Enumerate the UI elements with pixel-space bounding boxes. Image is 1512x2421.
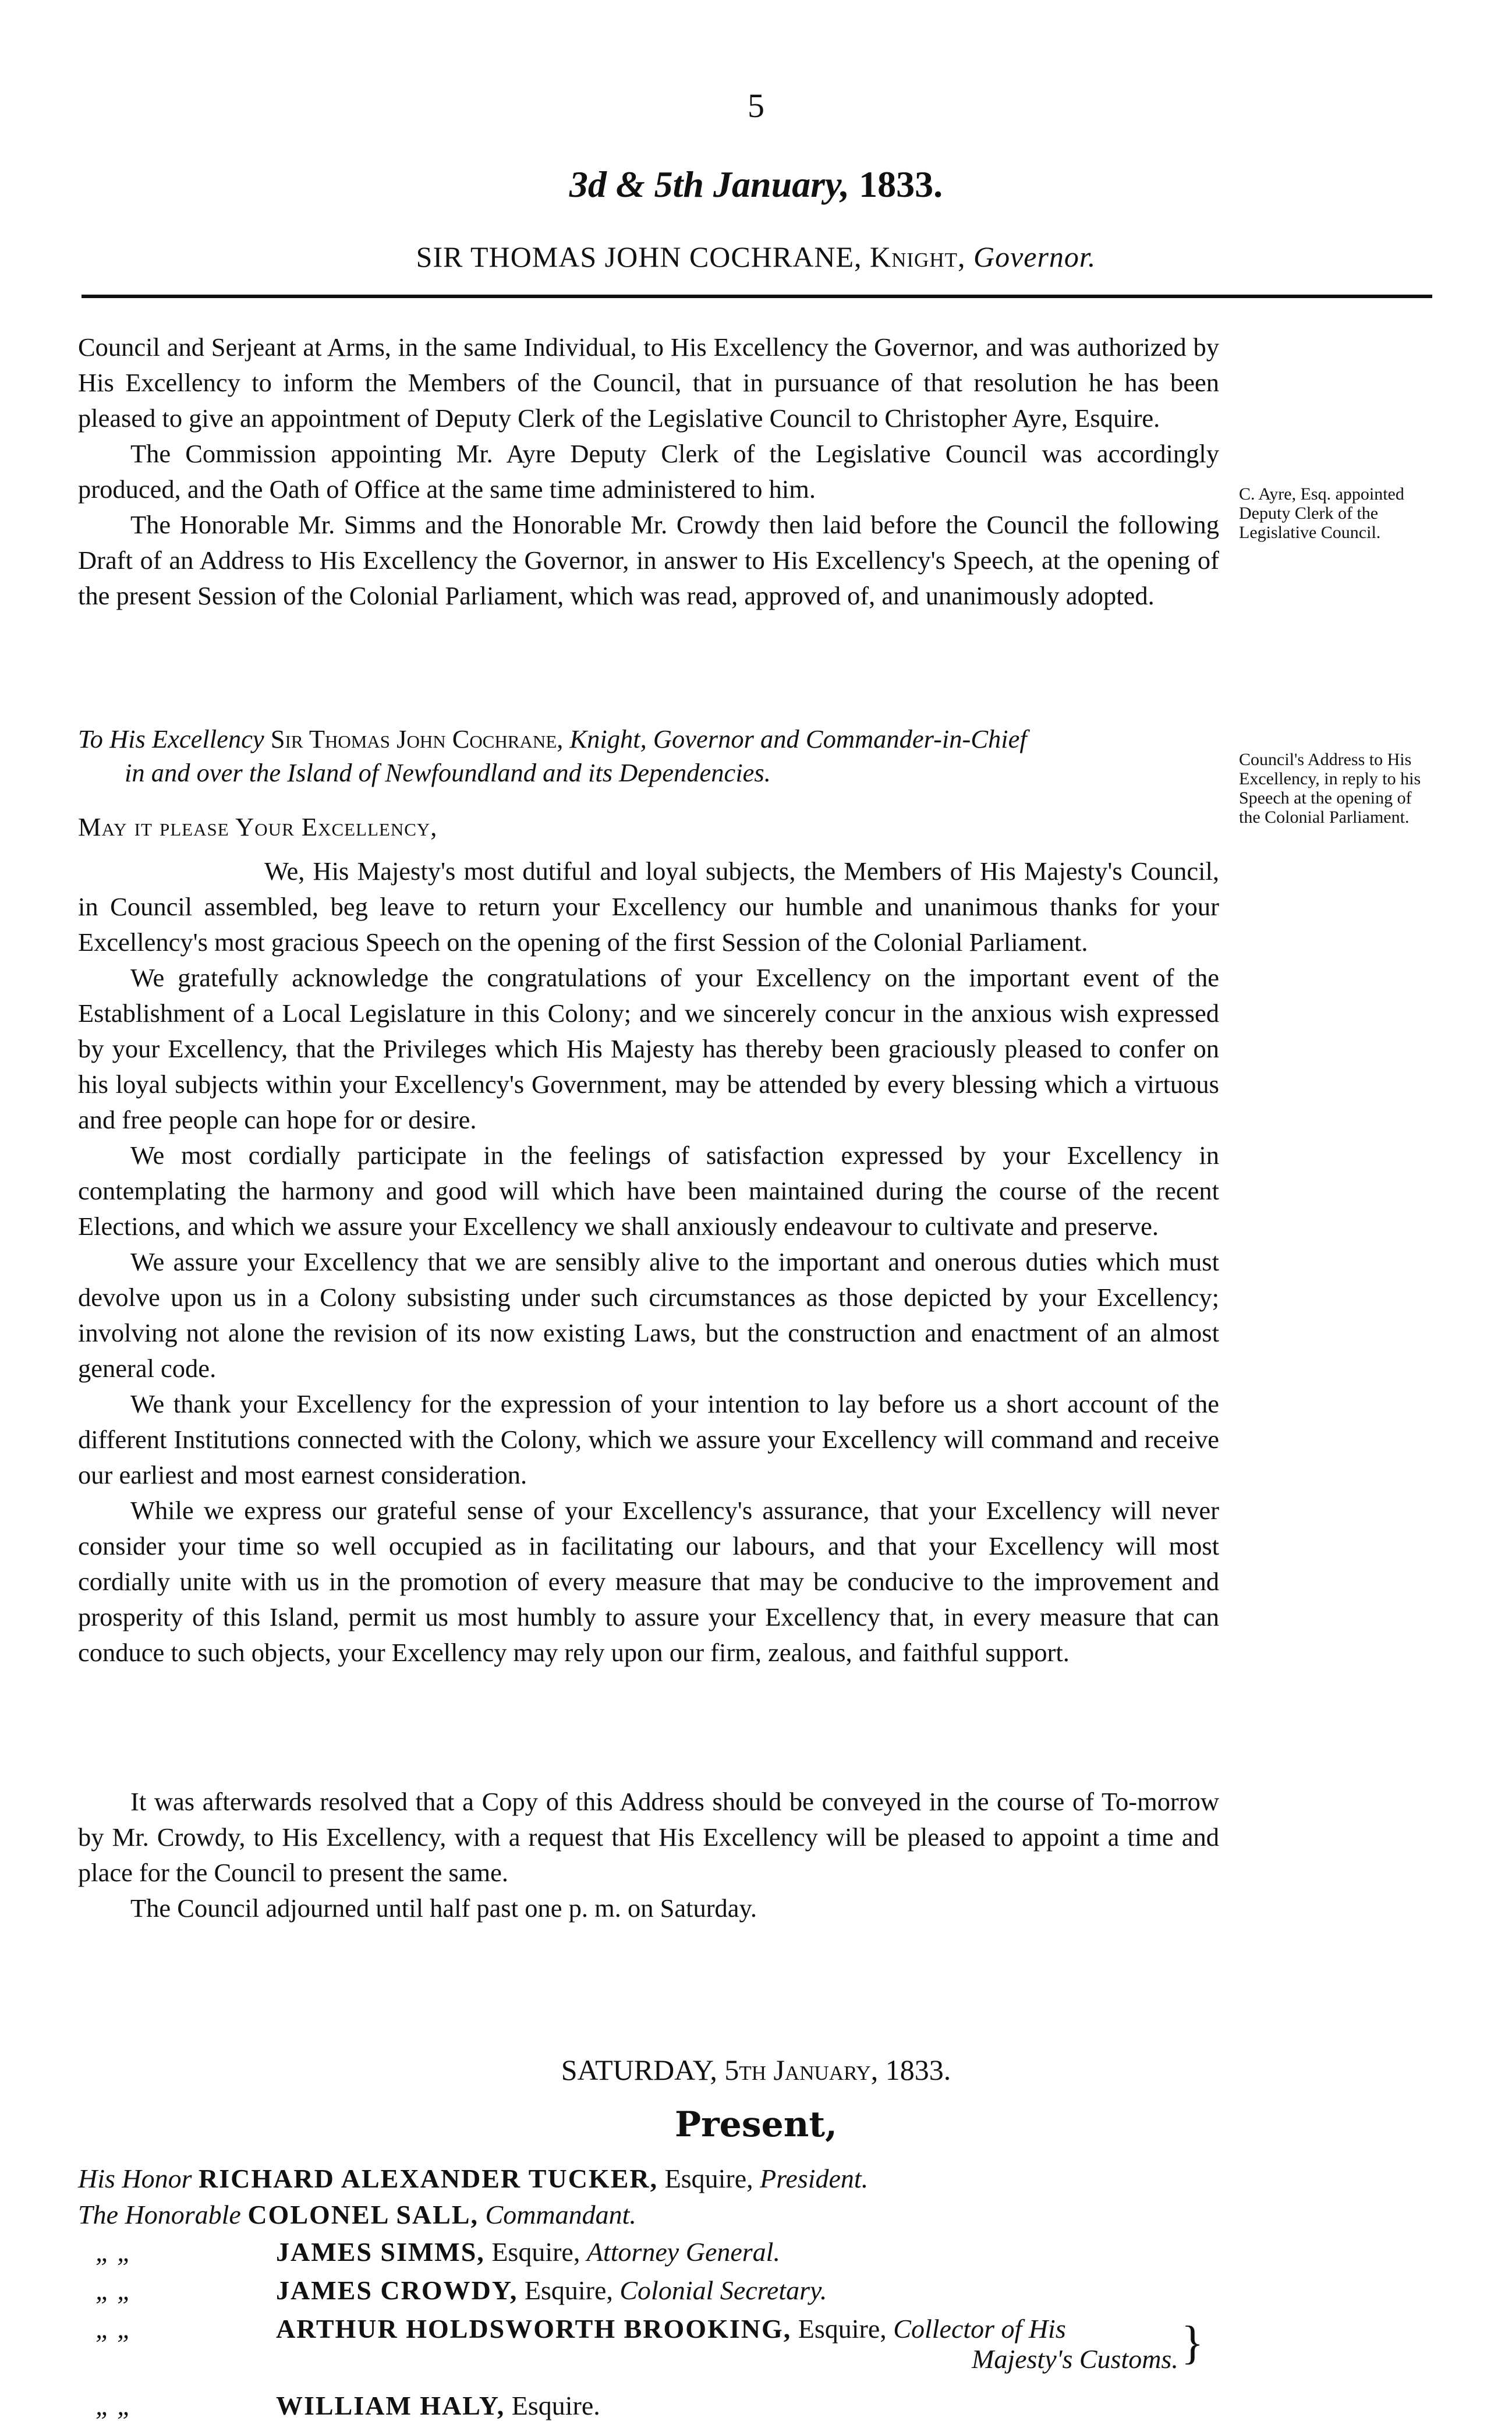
margin-note-ayre: C. Ayre, Esq. appointed Deputy Clerk of the Legislative Council.: [1239, 484, 1404, 542]
governor-name: SIR THOMAS JOHN COCHRANE,: [416, 240, 862, 273]
after-paragraph-1: It was afterwards resolved that a Copy of this Address should be conveyed in the course of To-morrow by Mr. Crowdy, to His Excellency, with a request that His Excellency will be pleased to appoint a time and place for the Council to present the same.: [78, 1787, 1219, 1887]
member-ditto: „ „: [95, 2237, 132, 2267]
address-paragraph-3: We most cordially participate in the feelings of satisfaction expressed by your Excellency in contemplating the harmony and good will which have been maintained during the course of the recent Elections, and which we assure your Excellency we shall anxiously endeavour to cultivate and preserve.: [78, 1141, 1219, 1241]
saturday-heading: [0, 2053, 1512, 2087]
body-after-address: [78, 1784, 1219, 1926]
member-esquire: Esquire.: [511, 2391, 600, 2420]
member-office: Commandant.: [485, 2200, 636, 2229]
member-ditto: „ „: [95, 2391, 132, 2420]
member-esquire: Esquire,: [664, 2164, 753, 2193]
member-name: ARTHUR HOLDSWORTH BROOKING,: [276, 2314, 792, 2344]
member-name: WILLIAM HALY,: [276, 2391, 505, 2420]
address-paragraph-2: We gratefully acknowledge the congratulations of your Excellency on the important event of the Establishment of a Local Legislature in this Colony; and we sincerely concur in the anxious wish expressed by your Excellency, that the Privileges which His Majesty has thereby been graciously pleased to confer on his loyal subjects within your Excellency's Government, may be attended by every blessing which a virtuous and free people can hope for or desire.: [78, 963, 1219, 1134]
address-heading: [78, 722, 1242, 790]
address-paragraph-6: While we express our grateful sense of your Excellency's assurance, that your Excellency will never consider your time so well occupied as in facilitating our labours, and that your Excellency will most cordially unite with us in the promotion of every measure that may be conducive to the improvement and prosperity of this Island, permit us most humbly to assure your Excellency that, in every measure that can conduce to such objects, your Excellency may rely upon our firm, zealous, and faithful support.: [78, 1496, 1219, 1667]
saturday-date: 5th January, 1833.: [724, 2054, 951, 2086]
governor-title: Knight,: [870, 240, 966, 273]
member-esquire: Esquire,: [491, 2237, 580, 2267]
address-to-line-2: in and over the Island of Newfoundland and its Dependencies.: [125, 758, 771, 787]
address-body: [78, 854, 1219, 1670]
present-heading: Present,: [674, 2104, 838, 2145]
member-ditto: „ „: [95, 2314, 132, 2344]
address-to-prefix: To His Excellency: [78, 724, 264, 753]
brace-glyph: }: [1181, 2317, 1204, 2369]
member-office-continued: Majesty's Customs.: [972, 2344, 1178, 2374]
member-prefix: His Honor: [78, 2164, 192, 2193]
address-paragraph-4: We assure your Excellency that we are sensibly alive to the important and onerous duties which must devolve upon us in a Colony subsisting under such circumstances as those depicted by your Excellency; involving not alone the revision of its now existing Laws, but the construction and enactment of an almost general code.: [78, 1247, 1219, 1383]
dateline: [0, 163, 1512, 206]
member-prefix: The Honorable: [78, 2200, 241, 2229]
page-number: 5: [748, 87, 764, 125]
member-name: JAMES SIMMS,: [276, 2237, 485, 2267]
address-paragraph-5: We thank your Excellency for the expression of your intention to lay before us a short account of the different Institutions connected with the Colony, which we assure your Excellency will command and receive our earliest and most earnest consideration.: [78, 1389, 1219, 1489]
address-to-name: Sir Thomas John Cochrane,: [270, 724, 564, 753]
member-office: Colonial Secretary.: [619, 2275, 827, 2305]
member-name: JAMES CROWDY,: [276, 2275, 518, 2305]
member-row: [78, 2163, 1464, 2194]
dateline-year: 1833.: [859, 164, 943, 205]
address-paragraph-1: We, His Majesty's most dutiful and loyal subjects, the Members of His Majesty's Council, in Council assembled, beg leave to return your Excellency our humble and unanimous thanks for your Excellency's most gracious Speech on the opening of the first Session of the Colonial Parliament.: [78, 856, 1219, 957]
header-rule: [82, 295, 1432, 298]
dateline-text: 3d & 5th January,: [569, 164, 850, 205]
address-to-title: Knight, Governor and Commander-in-Chief: [569, 724, 1027, 753]
governor-heading: [0, 240, 1512, 274]
member-esquire: Esquire,: [524, 2275, 613, 2305]
address-to-line: [78, 722, 1242, 756]
body-paragraph-2: The Commission appointing Mr. Ayre Deputy Clerk of the Legislative Council was accordingly produced, and the Oath of Office at the same time administered to him.: [78, 439, 1219, 504]
member-name: RICHARD ALEXANDER TUCKER,: [199, 2164, 658, 2193]
member-name: COLONEL SALL,: [247, 2200, 479, 2229]
member-ditto: „ „: [95, 2275, 132, 2305]
member-office: Attorney General.: [586, 2237, 780, 2267]
member-esquire: Esquire,: [798, 2314, 887, 2344]
address-salutation: May it please Your Excellency,: [78, 812, 438, 841]
governor-role: Governor.: [973, 240, 1096, 273]
member-row: [78, 2199, 1464, 2230]
saturday-day: SATURDAY,: [561, 2054, 717, 2086]
body-paragraph-1: Council and Serjeant at Arms, in the same Individual, to His Excellency the Governor, and was authorized by His Excellency to inform the Members of the Council, that in pursuance of that resolution he has been pleased to give an appointment of Deputy Clerk of the Legislative Council to Christopher Ayre, Esquire.: [78, 332, 1219, 433]
body-opening: [78, 330, 1219, 614]
margin-note-address: Council's Address to His Excellency, in reply to his Speech at the opening of the Colonial Parliament.: [1239, 750, 1421, 827]
after-paragraph-2: The Council adjourned until half past one p. m. on Saturday.: [130, 1893, 757, 1923]
body-paragraph-3: The Honorable Mr. Simms and the Honorable Mr. Crowdy then laid before the Council the following Draft of an Address to His Excellency the Governor, in answer to His Excellency's Speech, at the opening of the present Session of the Colonial Parliament, which was read, approved of, and unanimously adopted.: [78, 510, 1219, 610]
member-office: Collector of His: [893, 2314, 1066, 2344]
member-office: President.: [760, 2164, 869, 2193]
